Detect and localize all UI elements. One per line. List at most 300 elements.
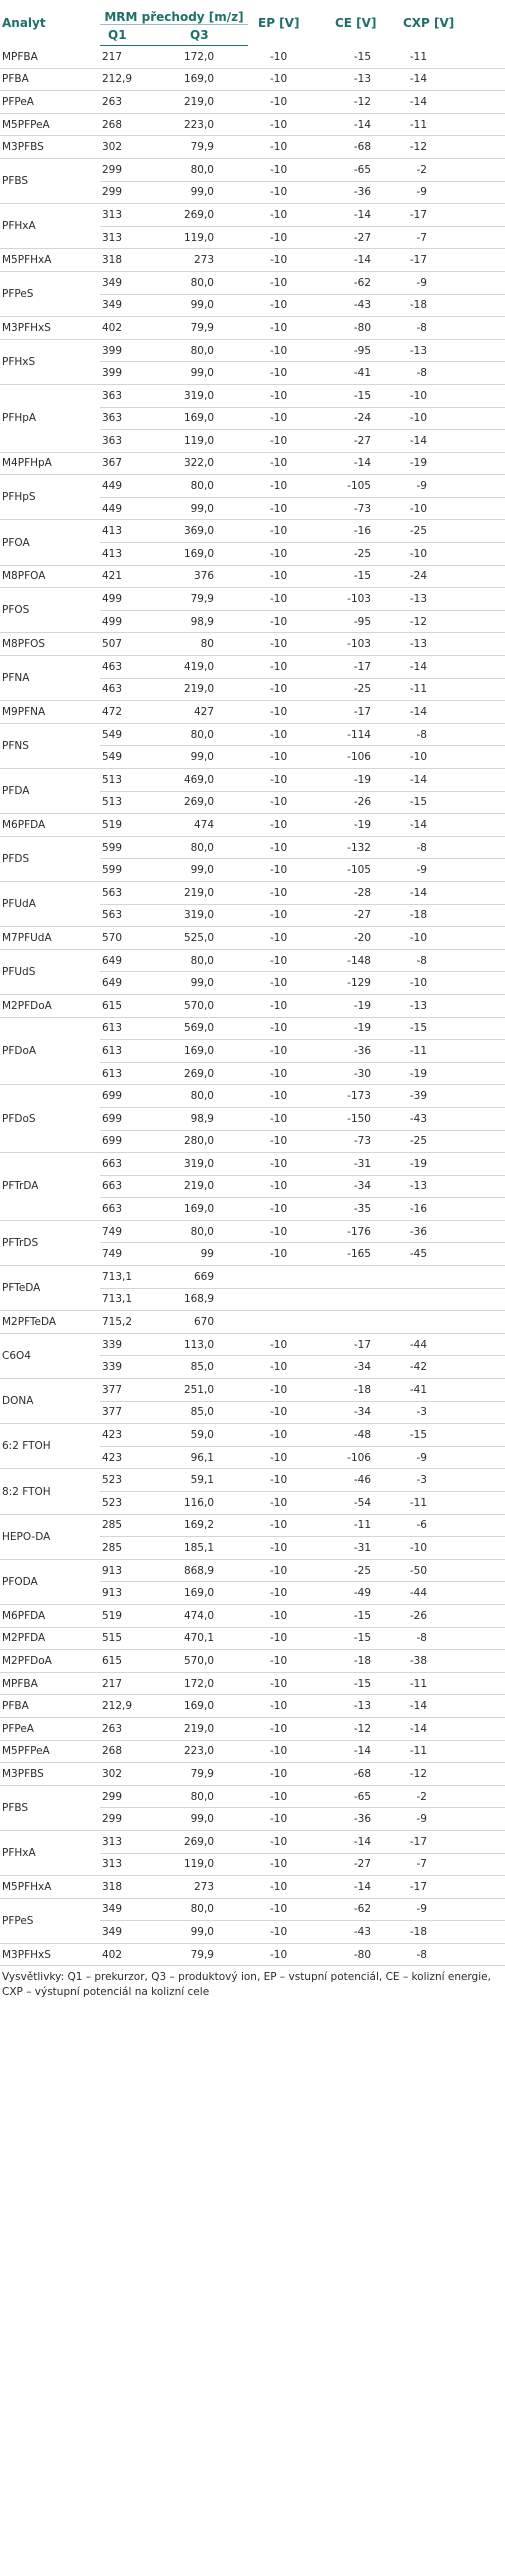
cxp-cell (397, 339, 505, 362)
header-cxp: CXP [V] (403, 15, 455, 30)
cxp-cell (397, 1311, 505, 1334)
cxp-value: -19 (409, 1067, 427, 1080)
ep-cell: -10 (248, 746, 325, 769)
ce-cell: -43 (325, 1921, 397, 1944)
analyt-cell: M4PFHpA (0, 452, 100, 475)
q3-cell: 80 (170, 633, 248, 656)
cxp-value: -17 (409, 254, 427, 267)
cxp-value: -14 (409, 95, 427, 108)
ep-cell: -10 (248, 520, 325, 543)
table-row (0, 994, 505, 1017)
analyt-cell: M8PFOA (0, 565, 100, 588)
analyt-cell: PFBS (0, 1785, 100, 1830)
ep-cell: -10 (248, 656, 325, 679)
q3-cell: 219,0 (170, 881, 248, 904)
q3-cell: 569,0 (170, 1017, 248, 1040)
analyt-cell: C6O4 (0, 1333, 100, 1378)
q3-cell: 169,0 (170, 1198, 248, 1221)
q1-cell: 318 (100, 1876, 170, 1899)
ep-cell: -10 (248, 972, 325, 995)
ep-cell: -10 (248, 1514, 325, 1537)
cxp-value: -10 (409, 977, 427, 990)
q3-cell: 169,0 (170, 1040, 248, 1063)
cxp-value: -7 (416, 231, 427, 244)
ce-cell: -34 (325, 1175, 397, 1198)
ep-cell: -10 (248, 181, 325, 204)
cxp-cell (397, 678, 505, 701)
table-row (0, 1717, 505, 1740)
analyt-cell: PFDoA (0, 1017, 100, 1085)
header-q3: Q3 (170, 25, 248, 46)
q3-cell: 99,0 (170, 1808, 248, 1831)
cxp-cell (397, 384, 505, 407)
q1-cell: 349 (100, 1898, 170, 1921)
header-q1: Q1 (100, 25, 170, 46)
ce-cell: -27 (325, 430, 397, 453)
q1-cell: 318 (100, 249, 170, 272)
q3-cell: 376 (170, 565, 248, 588)
q1-cell: 913 (100, 1559, 170, 1582)
ce-cell: -41 (325, 362, 397, 385)
q1-cell: 302 (100, 136, 170, 159)
cxp-value: -16 (409, 1203, 427, 1216)
cxp-cell (397, 271, 505, 294)
cxp-cell (397, 91, 505, 114)
table-row (0, 1017, 505, 1040)
ce-cell: -27 (325, 1853, 397, 1876)
ce-cell: -34 (325, 1401, 397, 1424)
cxp-value: -2 (416, 1790, 427, 1803)
ce-cell: -17 (325, 656, 397, 679)
q1-cell: 749 (100, 1220, 170, 1243)
cxp-cell (397, 1921, 505, 1944)
table-row (0, 1763, 505, 1786)
table-row (0, 927, 505, 950)
ep-cell: -10 (248, 881, 325, 904)
ep-cell (248, 1266, 325, 1289)
ep-cell: -10 (248, 1695, 325, 1718)
cxp-cell (397, 1582, 505, 1605)
q3-cell: 96,1 (170, 1446, 248, 1469)
analyt-cell: PFNS (0, 723, 100, 768)
ce-cell: -14 (325, 204, 397, 227)
q3-cell: 172,0 (170, 46, 248, 69)
ce-cell (325, 1311, 397, 1334)
ce-cell: -105 (325, 475, 397, 498)
q1-cell: 302 (100, 1763, 170, 1786)
ce-cell: -25 (325, 678, 397, 701)
q3-cell: 223,0 (170, 1740, 248, 1763)
ce-cell: -105 (325, 859, 397, 882)
q1-cell: 423 (100, 1446, 170, 1469)
q3-cell: 80,0 (170, 271, 248, 294)
cxp-cell (397, 1492, 505, 1515)
analyt-cell: M2PFDoA (0, 994, 100, 1017)
analyt-cell: M9PFNA (0, 701, 100, 724)
q3-cell: 280,0 (170, 1130, 248, 1153)
ep-cell: -10 (248, 1559, 325, 1582)
q1-cell: 285 (100, 1537, 170, 1560)
ep-cell: -10 (248, 1130, 325, 1153)
ce-cell: -95 (325, 610, 397, 633)
ep-cell: -10 (248, 1040, 325, 1063)
ce-cell: -54 (325, 1492, 397, 1515)
cxp-value: -9 (416, 1451, 427, 1464)
cxp-value: -8 (416, 841, 427, 854)
cxp-value: -3 (416, 1406, 427, 1419)
cxp-cell (397, 543, 505, 566)
q1-cell: 699 (100, 1130, 170, 1153)
q3-cell: 570,0 (170, 1650, 248, 1673)
analyt-cell: DONA (0, 1379, 100, 1424)
cxp-cell (397, 610, 505, 633)
ep-cell: -10 (248, 1830, 325, 1853)
q3-cell: 269,0 (170, 204, 248, 227)
ce-cell: -129 (325, 972, 397, 995)
cxp-value: -13 (409, 638, 427, 651)
cxp-cell (397, 1785, 505, 1808)
cxp-value: -39 (409, 1090, 427, 1103)
cxp-value: -17 (409, 1880, 427, 1893)
q1-cell: 363 (100, 384, 170, 407)
ce-cell: -106 (325, 746, 397, 769)
ce-cell: -20 (325, 927, 397, 950)
q3-cell: 470,1 (170, 1627, 248, 1650)
q1-cell: 413 (100, 543, 170, 566)
cxp-cell (397, 46, 505, 69)
q3-cell: 80,0 (170, 475, 248, 498)
cxp-value: -11 (409, 683, 427, 696)
q1-cell: 599 (100, 859, 170, 882)
cxp-value: -8 (416, 321, 427, 334)
cxp-value: -10 (409, 412, 427, 425)
ce-cell: -173 (325, 1085, 397, 1108)
q3-cell: 116,0 (170, 1492, 248, 1515)
cxp-cell (397, 1401, 505, 1424)
ce-cell: -132 (325, 836, 397, 859)
q3-cell: 80,0 (170, 1898, 248, 1921)
cxp-cell (397, 972, 505, 995)
q3-cell: 322,0 (170, 452, 248, 475)
ce-cell: -11 (325, 1514, 397, 1537)
q1-cell: 402 (100, 1943, 170, 1966)
table-row (0, 1333, 505, 1356)
cxp-value: -8 (416, 954, 427, 967)
table-row (0, 1424, 505, 1447)
q3-cell: 119,0 (170, 430, 248, 453)
ce-cell: -15 (325, 46, 397, 69)
cxp-value: -11 (409, 1496, 427, 1509)
q1-cell: 212,9 (100, 1695, 170, 1718)
q1-cell: 377 (100, 1401, 170, 1424)
ep-cell: -10 (248, 384, 325, 407)
ce-cell: -14 (325, 1740, 397, 1763)
cxp-cell (397, 362, 505, 385)
analyt-cell: PFPeS (0, 1898, 100, 1943)
ep-cell: -10 (248, 1356, 325, 1379)
ce-cell: -106 (325, 1446, 397, 1469)
q3-cell: 119,0 (170, 1853, 248, 1876)
ep-cell: -10 (248, 249, 325, 272)
cxp-value: -13 (409, 999, 427, 1012)
ep-cell: -10 (248, 565, 325, 588)
cxp-cell (397, 1153, 505, 1176)
analyt-cell: PFPeA (0, 1717, 100, 1740)
q1-cell: 313 (100, 1830, 170, 1853)
cxp-cell (397, 1062, 505, 1085)
cxp-value: -6 (416, 1519, 427, 1532)
table-row (0, 949, 505, 972)
cxp-cell (397, 1130, 505, 1153)
cxp-value: -38 (409, 1654, 427, 1667)
ep-cell (248, 1288, 325, 1311)
table-row (0, 158, 505, 181)
cxp-cell (397, 859, 505, 882)
cxp-cell (397, 294, 505, 317)
ep-cell: -10 (248, 1853, 325, 1876)
cxp-value: -45 (409, 1248, 427, 1261)
cxp-value: -19 (409, 457, 427, 470)
table-row (0, 1559, 505, 1582)
q1-cell: 377 (100, 1379, 170, 1402)
ep-cell: -10 (248, 136, 325, 159)
cxp-value: -10 (409, 547, 427, 560)
analyt-cell: M2PFDoA (0, 1650, 100, 1673)
q3-cell: 169,0 (170, 1695, 248, 1718)
table-row (0, 769, 505, 792)
cxp-value: -11 (409, 1044, 427, 1057)
ep-cell: -10 (248, 362, 325, 385)
cxp-value: -7 (416, 1858, 427, 1871)
cxp-cell (397, 1898, 505, 1921)
q3-cell: 169,2 (170, 1514, 248, 1537)
table-row (0, 1785, 505, 1808)
table-row (0, 1830, 505, 1853)
ep-cell: -10 (248, 633, 325, 656)
cxp-value: -8 (416, 367, 427, 380)
ep-cell: -10 (248, 1808, 325, 1831)
ce-cell: -15 (325, 1627, 397, 1650)
analyt-cell: PFDoS (0, 1085, 100, 1153)
cxp-cell (397, 1017, 505, 1040)
ce-cell: -31 (325, 1153, 397, 1176)
table-row (0, 1695, 505, 1718)
header-analyt: Analyt (2, 15, 46, 30)
table-row (0, 1740, 505, 1763)
q3-cell: 168,9 (170, 1288, 248, 1311)
ce-cell: -114 (325, 723, 397, 746)
ep-cell: -10 (248, 475, 325, 498)
ep-cell: -10 (248, 1943, 325, 1966)
cxp-value: -10 (409, 1541, 427, 1554)
analyt-cell: PFOS (0, 588, 100, 633)
ce-cell: -48 (325, 1424, 397, 1447)
ep-cell: -10 (248, 1537, 325, 1560)
q1-cell: 613 (100, 1040, 170, 1063)
q3-cell: 99,0 (170, 497, 248, 520)
cxp-value: -44 (409, 1587, 427, 1600)
ep-cell: -10 (248, 814, 325, 837)
q1-cell: 313 (100, 226, 170, 249)
q3-cell: 369,0 (170, 520, 248, 543)
q1-cell: 285 (100, 1514, 170, 1537)
ep-cell: -10 (248, 68, 325, 91)
cxp-value: -12 (409, 615, 427, 628)
cxp-cell (397, 1717, 505, 1740)
cxp-cell (397, 994, 505, 1017)
cxp-cell (397, 136, 505, 159)
ce-cell: -43 (325, 294, 397, 317)
ce-cell: -46 (325, 1469, 397, 1492)
table-row (0, 1085, 505, 1108)
ce-cell: -65 (325, 158, 397, 181)
ce-cell: -65 (325, 1785, 397, 1808)
cxp-value: -17 (409, 208, 427, 221)
q3-cell: 80,0 (170, 723, 248, 746)
table-row (0, 475, 505, 498)
q1-cell: 423 (100, 1424, 170, 1447)
q1-cell: 472 (100, 701, 170, 724)
q3-cell: 469,0 (170, 769, 248, 792)
q3-cell: 169,0 (170, 1582, 248, 1605)
cxp-cell (397, 407, 505, 430)
q3-cell: 79,9 (170, 317, 248, 340)
cxp-cell (397, 475, 505, 498)
cxp-value: -50 (409, 1564, 427, 1577)
cxp-value: -42 (409, 1361, 427, 1374)
ce-cell: -36 (325, 1808, 397, 1831)
ep-cell: -10 (248, 1717, 325, 1740)
cxp-value: -18 (409, 909, 427, 922)
ep-cell: -10 (248, 769, 325, 792)
q3-cell: 80,0 (170, 1085, 248, 1108)
q1-cell: 339 (100, 1356, 170, 1379)
cxp-value: -12 (409, 1767, 427, 1780)
q3-cell: 98,9 (170, 1107, 248, 1130)
analyt-cell: PFDS (0, 836, 100, 881)
ce-cell: -35 (325, 1198, 397, 1221)
ep-cell: -10 (248, 1085, 325, 1108)
q1-cell: 463 (100, 656, 170, 679)
table-row (0, 113, 505, 136)
ce-cell: -16 (325, 520, 397, 543)
q3-cell: 79,9 (170, 1763, 248, 1786)
cxp-cell (397, 226, 505, 249)
analyt-cell: PFHxA (0, 1830, 100, 1875)
cxp-cell (397, 746, 505, 769)
cxp-value: -14 (409, 818, 427, 831)
q1-cell: 399 (100, 339, 170, 362)
ep-cell: -10 (248, 723, 325, 746)
ep-cell: -10 (248, 1424, 325, 1447)
cxp-value: -3 (416, 1474, 427, 1487)
table-row (0, 1876, 505, 1899)
analyt-cell: PFTrDA (0, 1153, 100, 1221)
ep-cell: -10 (248, 1175, 325, 1198)
q3-cell: 99 (170, 1243, 248, 1266)
cxp-value: -10 (409, 389, 427, 402)
cxp-value: -15 (409, 1022, 427, 1035)
q3-cell: 85,0 (170, 1401, 248, 1424)
analyt-cell: PFODA (0, 1559, 100, 1604)
ep-cell: -10 (248, 1333, 325, 1356)
ep-cell: -10 (248, 1876, 325, 1899)
q1-cell: 615 (100, 994, 170, 1017)
ce-cell: -80 (325, 1943, 397, 1966)
q3-cell: 570,0 (170, 994, 248, 1017)
q1-cell: 513 (100, 769, 170, 792)
analyt-cell: M5PFPeA (0, 1740, 100, 1763)
q3-cell: 99,0 (170, 294, 248, 317)
ce-cell: -68 (325, 1763, 397, 1786)
footnote: Vysvětlivky: Q1 – prekurzor, Q3 – produktový ion, EP – vstupní potenciál, CE – kolizní energie, CXP – výstupní potenciál na kolizní cele (2, 1971, 491, 1999)
q1-cell: 217 (100, 46, 170, 69)
ce-cell: -80 (325, 317, 397, 340)
ep-cell: -10 (248, 1243, 325, 1266)
ep-cell: -10 (248, 1672, 325, 1695)
cxp-value: -9 (416, 480, 427, 493)
cxp-cell (397, 904, 505, 927)
analyt-cell: 6:2 FTOH (0, 1424, 100, 1469)
ep-cell: -10 (248, 1492, 325, 1515)
ep-cell: -10 (248, 226, 325, 249)
table-row (0, 656, 505, 679)
ce-cell: -103 (325, 633, 397, 656)
analyt-cell: PFBA (0, 1695, 100, 1718)
ce-cell: -150 (325, 1107, 397, 1130)
cxp-cell (397, 836, 505, 859)
q1-cell: 913 (100, 1582, 170, 1605)
q3-cell: 169,0 (170, 543, 248, 566)
q1-cell: 499 (100, 610, 170, 633)
ep-cell: -10 (248, 497, 325, 520)
ce-cell: -148 (325, 949, 397, 972)
ce-cell: -62 (325, 271, 397, 294)
ep-cell: -10 (248, 46, 325, 69)
analyt-cell: PFDA (0, 769, 100, 814)
q1-cell: 402 (100, 317, 170, 340)
q1-cell: 519 (100, 1604, 170, 1627)
cxp-cell (397, 113, 505, 136)
cxp-cell (397, 1943, 505, 1966)
ep-cell: -10 (248, 1898, 325, 1921)
cxp-cell (397, 1650, 505, 1673)
q3-cell: 219,0 (170, 1175, 248, 1198)
q3-cell: 119,0 (170, 226, 248, 249)
cxp-value: -13 (409, 593, 427, 606)
q1-cell: 749 (100, 1243, 170, 1266)
cxp-value: -14 (409, 886, 427, 899)
q3-cell: 269,0 (170, 1830, 248, 1853)
cxp-cell (397, 881, 505, 904)
q3-cell: 269,0 (170, 1062, 248, 1085)
table-row (0, 881, 505, 904)
cxp-cell (397, 158, 505, 181)
q3-cell: 219,0 (170, 91, 248, 114)
ep-cell: -10 (248, 1446, 325, 1469)
ep-cell: -10 (248, 430, 325, 453)
cxp-value: -8 (416, 1948, 427, 1961)
table-row (0, 204, 505, 227)
analyt-cell: M7PFUdA (0, 927, 100, 950)
cxp-value: -14 (409, 660, 427, 673)
q1-cell: 523 (100, 1492, 170, 1515)
cxp-value: -9 (416, 276, 427, 289)
cxp-cell (397, 1876, 505, 1899)
table-row (0, 588, 505, 611)
cxp-value: -13 (409, 1180, 427, 1193)
ce-cell: -25 (325, 543, 397, 566)
